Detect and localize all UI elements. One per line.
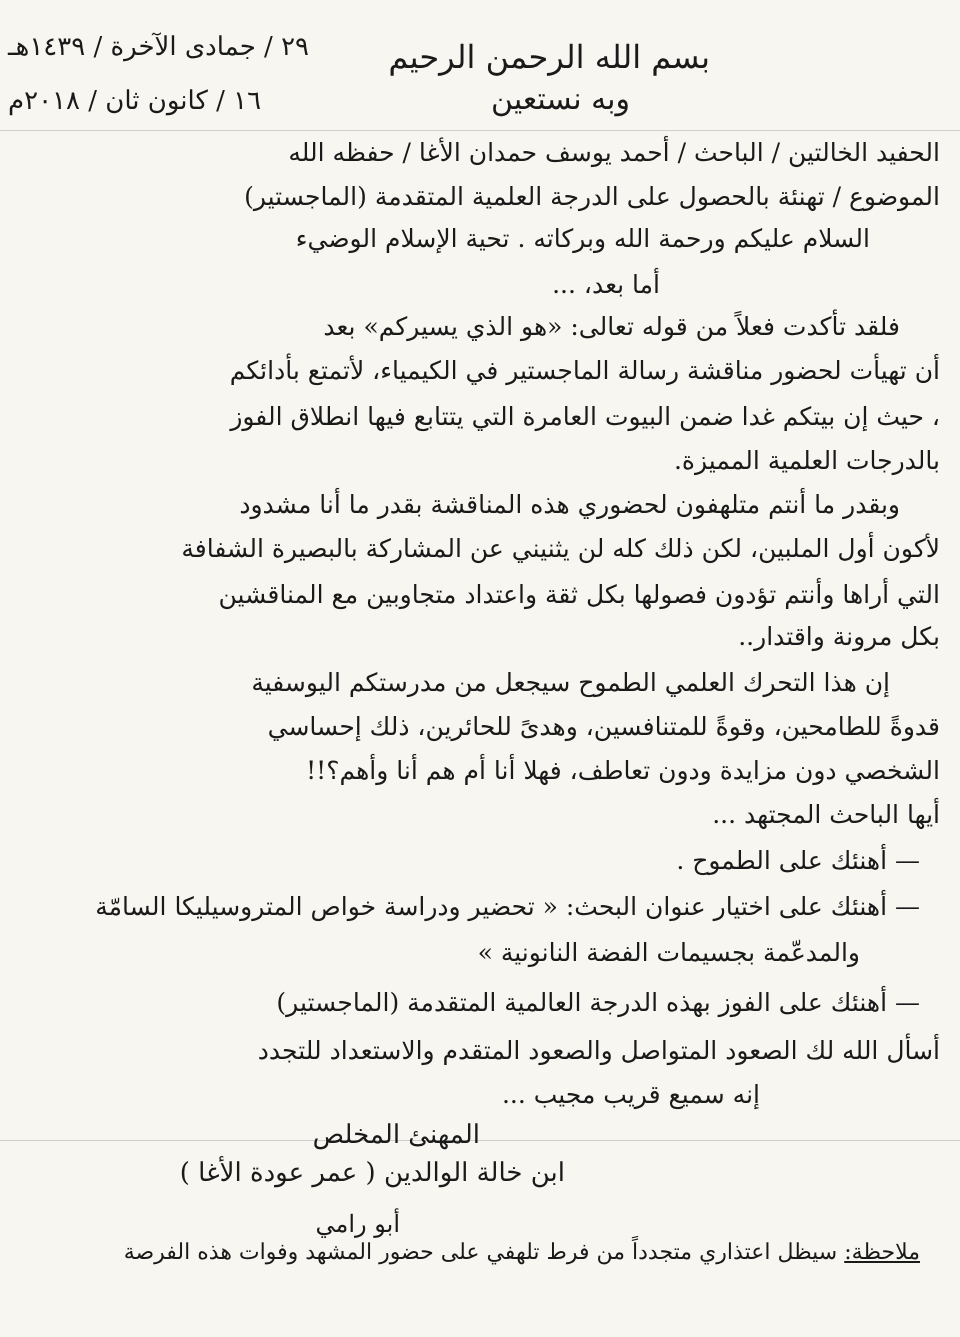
congrats-item: — أهنئك على الطموح .	[676, 846, 920, 875]
ruled-line	[0, 130, 960, 131]
body-line: قدوةً للطامحين، وقوةً للمتنافسين، وهدىً للحائرين، ذلك إحساسي	[267, 712, 940, 741]
prayer-line: أسأل الله لك الصعود المتواصل والصعود المتقدم والاستعداد للتجدد	[257, 1036, 940, 1065]
congrats-heading: أيها الباحث المجتهد ...	[712, 800, 940, 829]
body-line: إن هذا التحرك العلمي الطموح سيجعل من مدرستكم اليوسفية	[251, 668, 890, 697]
amma-baad: أما بعد، ...	[552, 270, 660, 299]
body-line: بالدرجات العلمية المميزة.	[673, 446, 940, 475]
bihi-nastaeen: وبه نستعين	[491, 82, 630, 117]
body-line: الشخصي دون مزايدة ودون تعاطف، فهلا أنا أم هم أنا وأهم؟!!	[306, 756, 940, 785]
body-line: وبقدر ما أنتم متلهفون لحضوري هذه المناقشة بقدر ما أنا مشدود	[239, 490, 900, 519]
body-line: لأكون أول الملبين، لكن ذلك كله لن يثنيني عن المشاركة بالبصيرة الشفافة	[181, 534, 940, 563]
recipient-line: الحفيد الخالتين / الباحث / أحمد يوسف حمدان الأغا / حفظه الله	[288, 138, 940, 167]
ruled-line	[0, 1140, 960, 1141]
body-line: التي أراها وأنتم تؤدون فصولها بكل ثقة واعتداد متجاوبين مع المناقشين	[218, 580, 940, 609]
congrats-item: — أهنئك على الفوز بهذه الدرجة العالمية المتقدمة (الماجستير)	[276, 988, 920, 1017]
subject-line: الموضوع / تهنئة بالحصول على الدرجة العلمية المتقدمة (الماجستير)	[244, 182, 940, 211]
basmala: بسم الله الرحمن الرحيم	[388, 38, 710, 76]
footnote-text: سيظل اعتذاري متجدداً من فرط تلهفي على حضور المشهد وفوات هذه الفرصة	[123, 1240, 838, 1265]
footnote-label: ملاحظة:	[844, 1240, 920, 1265]
body-line: أن تهيأت لحضور مناقشة رسالة الماجستير في الكيمياء، لأتمتع بأدائكم	[229, 356, 940, 385]
footnote	[124, 1240, 920, 1265]
prayer-line: إنه سميع قريب مجيب ...	[501, 1080, 760, 1109]
signature-name: ابن خالة الوالدين ( عمر عودة الأغا )	[179, 1158, 565, 1188]
body-line: ، حيث إن بيتكم غدا ضمن البيوت العامرة التي يتتابع فيها انطلاق الفوز	[230, 402, 940, 431]
body-line: بكل مرونة واقتدار..	[738, 622, 940, 651]
signature-kunya: أبو رامي	[315, 1210, 400, 1238]
greeting-line: السلام عليكم ورحمة الله وبركاته . تحية الإسلام الوضيء	[295, 224, 870, 253]
body-line: فلقد تأكدت فعلاً من قوله تعالى: «هو الذي يسيركم» بعد	[323, 312, 900, 341]
date-hijri: ٢٩ / جمادى الآخرة / ١٤٣٩هـ	[8, 32, 310, 62]
date-gregorian: ١٦ / كانون ثان / ٢٠١٨م	[8, 86, 262, 116]
congrats-item: — أهنئك على اختيار عنوان البحث: « تحضير ودراسة خواص المتروسيليكا السامّة	[95, 892, 920, 921]
congrats-item: والمدعّمة بجسيمات الفضة النانونية »	[477, 938, 860, 967]
signature-title: المهنئ المخلص	[312, 1120, 480, 1150]
